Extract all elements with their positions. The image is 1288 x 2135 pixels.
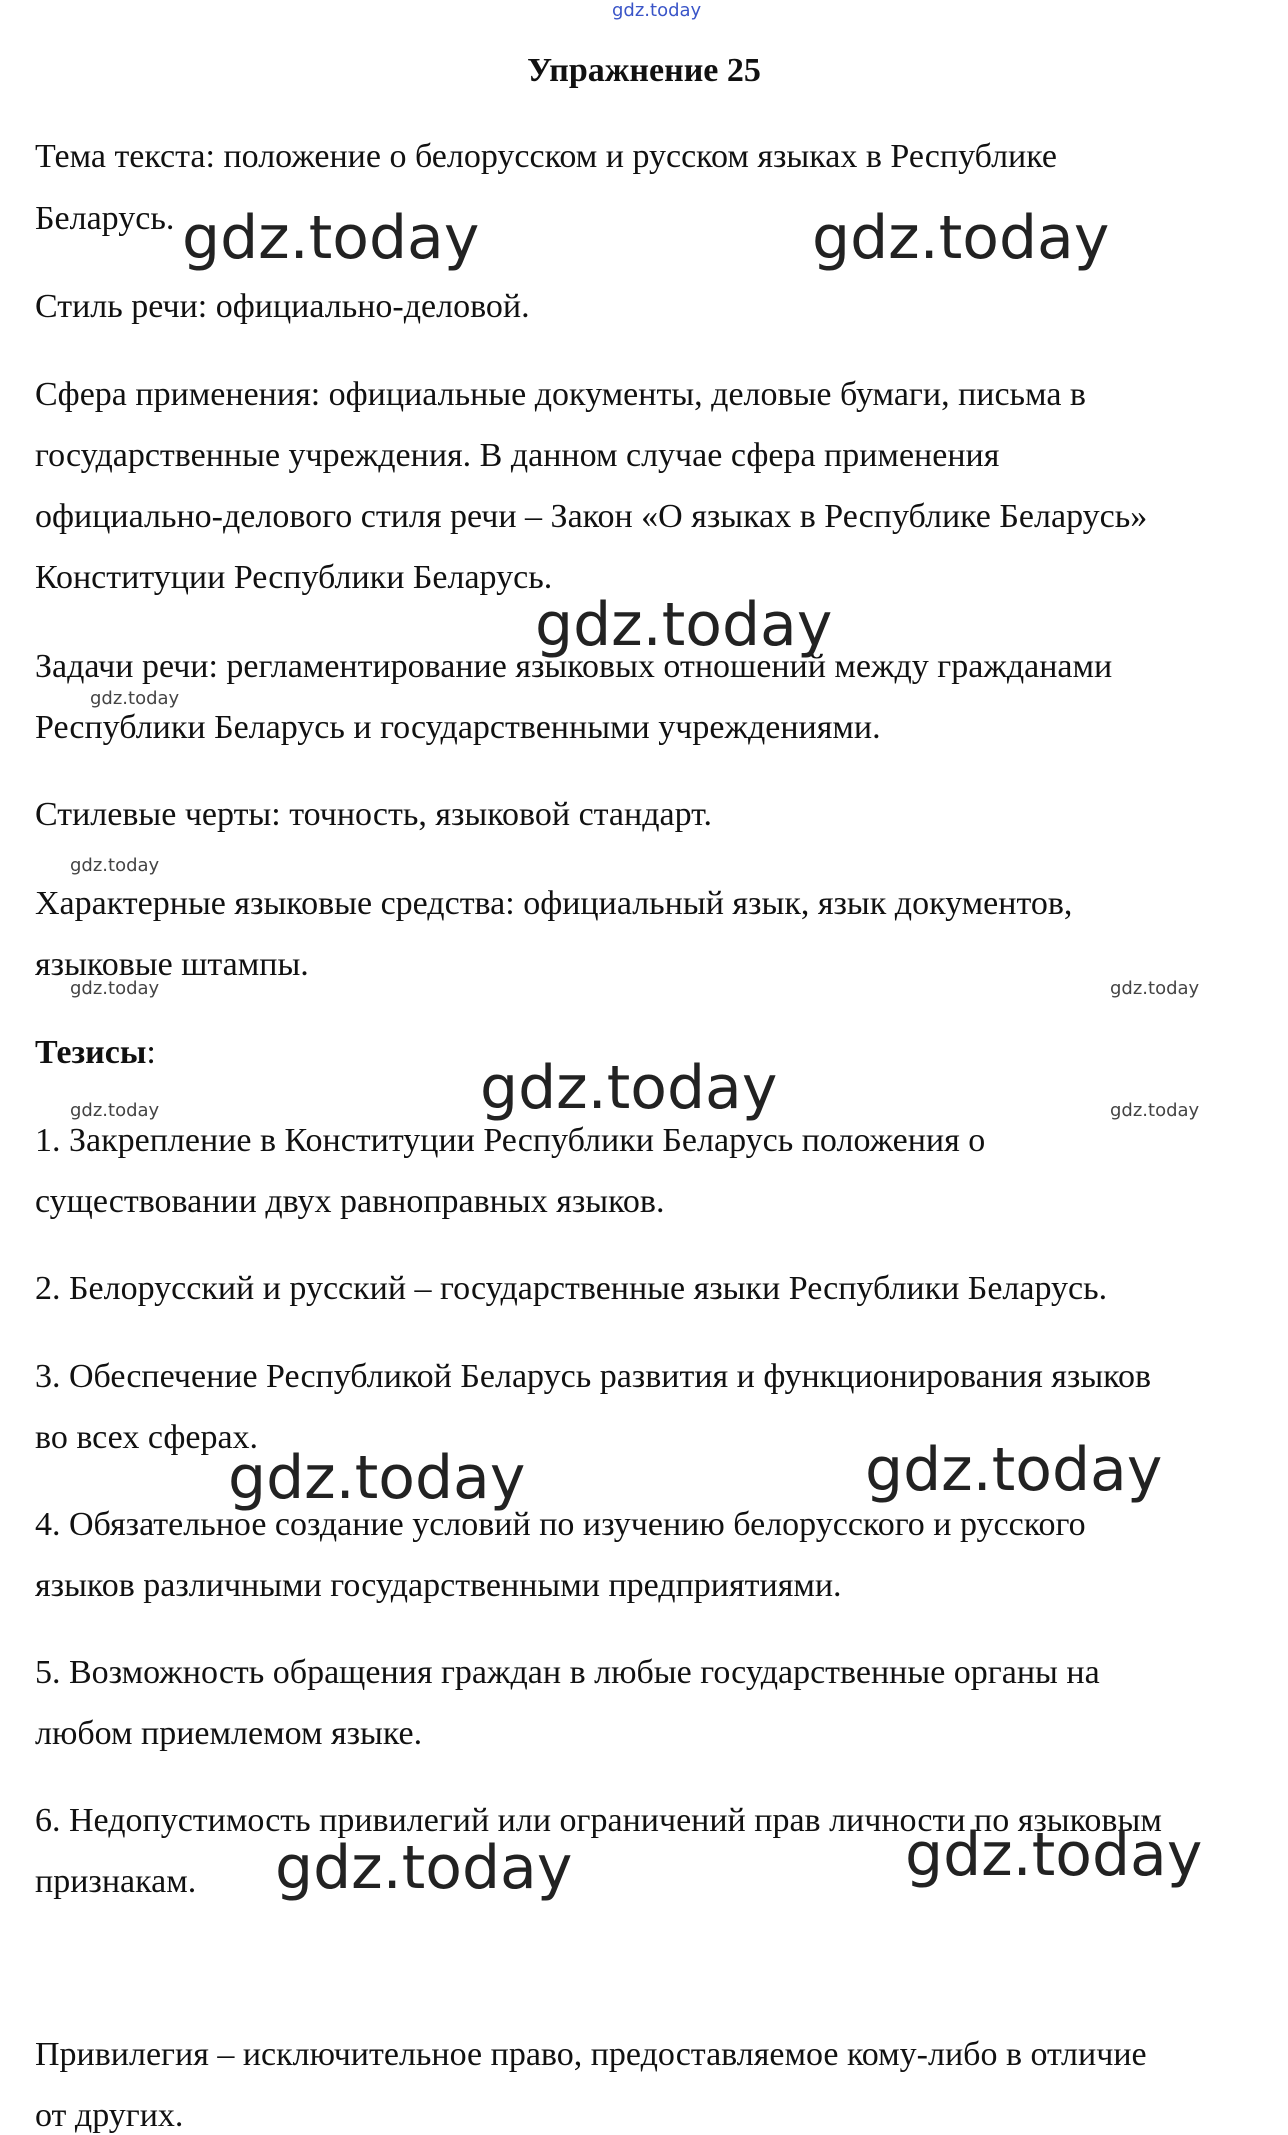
text-line: Беларусь. xyxy=(35,200,175,237)
watermark-gdz: gdz.today xyxy=(182,203,480,273)
thesis-line: 4. Обязательное создание условий по изучению белорусского и русского xyxy=(35,1506,1086,1543)
watermark-gdz: gdz.today xyxy=(535,590,833,660)
text-line: Характерные языковые средства: официальный язык, язык документов, xyxy=(35,885,1073,922)
text-line: официально-делового стиля речи – Закон «О языках в Республике Беларусь» xyxy=(35,498,1148,535)
thesis-line: языков различными государственными предприятиями. xyxy=(35,1567,842,1604)
watermark-top: gdz.today xyxy=(612,0,702,21)
watermark-gdz: gdz.today xyxy=(480,1053,778,1123)
watermark-gdz-small: gdz.today xyxy=(1110,1100,1200,1121)
text-line: языковые штампы. xyxy=(35,946,309,983)
thesis-line: любом приемлемом языке. xyxy=(35,1715,423,1752)
thesis-line: 2. Белорусский и русский – государственные языки Республики Беларусь. xyxy=(35,1270,1108,1307)
text-line: Конституции Республики Беларусь. xyxy=(35,559,553,596)
watermark-gdz-small: gdz.today xyxy=(70,855,160,876)
watermark-gdz: gdz.today xyxy=(228,1443,526,1513)
watermark-gdz: gdz.today xyxy=(812,203,1110,273)
watermark-gdz-small: gdz.today xyxy=(70,978,160,999)
thesis-line: во всех сферах. xyxy=(35,1419,259,1456)
theses-colon: : xyxy=(146,1034,156,1071)
watermark-gdz: gdz.today xyxy=(275,1833,573,1903)
watermark-gdz: gdz.today xyxy=(905,1820,1203,1890)
text-line: государственные учреждения. В данном случае сфера применения xyxy=(35,437,1000,474)
theses-heading: Тезисы xyxy=(35,1034,147,1071)
thesis-line: 5. Возможность обращения граждан в любые государственные органы на xyxy=(35,1654,1100,1691)
text-line: Задачи речи: регламентирование языковых отношений между гражданами xyxy=(35,648,1113,685)
thesis-line: признакам. xyxy=(35,1863,197,1900)
text-line: Стилевые черты: точность, языковой стандарт. xyxy=(35,796,712,833)
thesis-line: 3. Обеспечение Республикой Беларусь развития и функционирования языков xyxy=(35,1358,1152,1395)
watermark-gdz-small: gdz.today xyxy=(90,688,180,709)
text-line: Стиль речи: официально-деловой. xyxy=(35,288,530,325)
definition-line: от других. xyxy=(35,2097,184,2134)
watermark-gdz-small: gdz.today xyxy=(70,1100,160,1121)
thesis-line: 6. Недопустимость привилегий или ограничений прав личности по языковым xyxy=(35,1802,1162,1839)
watermark-gdz-small: gdz.today xyxy=(1110,978,1200,999)
watermark-gdz: gdz.today xyxy=(865,1435,1163,1505)
exercise-title: Упражнение 25 xyxy=(527,52,761,89)
text-line: Республики Беларусь и государственными учреждениями. xyxy=(35,709,881,746)
text-line: Тема текста: положение о белорусском и русском языках в Республике xyxy=(35,138,1058,175)
thesis-line: существовании двух равноправных языков. xyxy=(35,1183,665,1220)
theses-heading-line xyxy=(35,1034,156,1072)
thesis-line: 1. Закрепление в Конституции Республики Беларусь положения о xyxy=(35,1122,986,1159)
definition-line: Привилегия – исключительное право, предоставляемое кому-либо в отличие xyxy=(35,2036,1147,2073)
text-line: Сфера применения: официальные документы, деловые бумаги, письма в xyxy=(35,376,1086,413)
